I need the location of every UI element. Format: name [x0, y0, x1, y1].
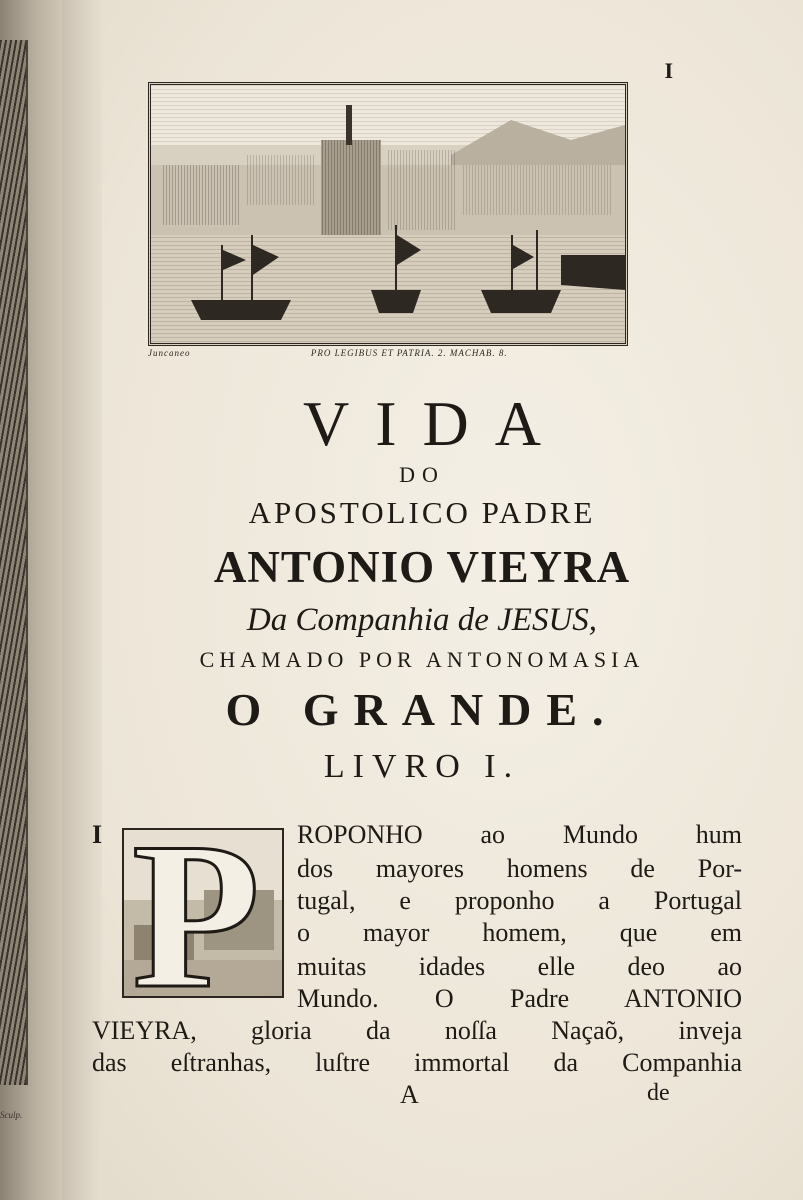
page-number: I	[664, 58, 673, 83]
engraver-signature: Juncaneo	[148, 348, 191, 358]
title-block	[92, 388, 752, 792]
body-line: dos mayores homens de Por-	[297, 854, 742, 883]
title-apostolico: APOSTOLICO PADRE	[248, 495, 596, 530]
body-line: das eſtranhas, luſtre immortal da Companhia	[92, 1048, 742, 1077]
body-line: muitas idades elle deo ao	[297, 952, 742, 981]
body-line: ROPONHO ao Mundo hum	[297, 820, 742, 849]
engraving-motto: PRO LEGIBUS ET PATRIA. 2. MACHAB. 8.	[310, 348, 508, 358]
body-line: VIEYRA, gloria da noſſa Naçaõ, inveja	[92, 1016, 742, 1045]
catchword: de	[647, 1080, 670, 1106]
body-line: Mundo. O Padre ANTONIO	[297, 984, 742, 1013]
title-livro: LIVRO I.	[323, 748, 521, 785]
engraving-caption	[148, 348, 628, 358]
title-chamado: CHAMADO POR ANTONOMASIA	[199, 647, 645, 672]
body-line: tugal, e proponho a Portugal	[297, 886, 742, 915]
body-line: o mayor homem, que em	[297, 918, 742, 947]
decorated-initial	[122, 828, 284, 998]
facing-caption: Sculp.	[0, 1110, 23, 1120]
title-ogrande: O GRANDE.	[225, 684, 619, 735]
harbor-engraving	[148, 82, 628, 346]
title-companhia: Da Companhia de JESUS,	[246, 602, 598, 638]
title-antonio: ANTONIO VIEYRA	[213, 542, 631, 592]
facing-page	[0, 0, 62, 1200]
title-vida: VIDA	[303, 388, 567, 459]
title-do: DO	[399, 462, 445, 487]
initial-letter: P	[132, 828, 261, 998]
book-page	[62, 0, 803, 1200]
signature-mark: A	[400, 1080, 419, 1109]
section-number: I	[92, 820, 103, 849]
facing-engraving	[0, 40, 28, 1085]
